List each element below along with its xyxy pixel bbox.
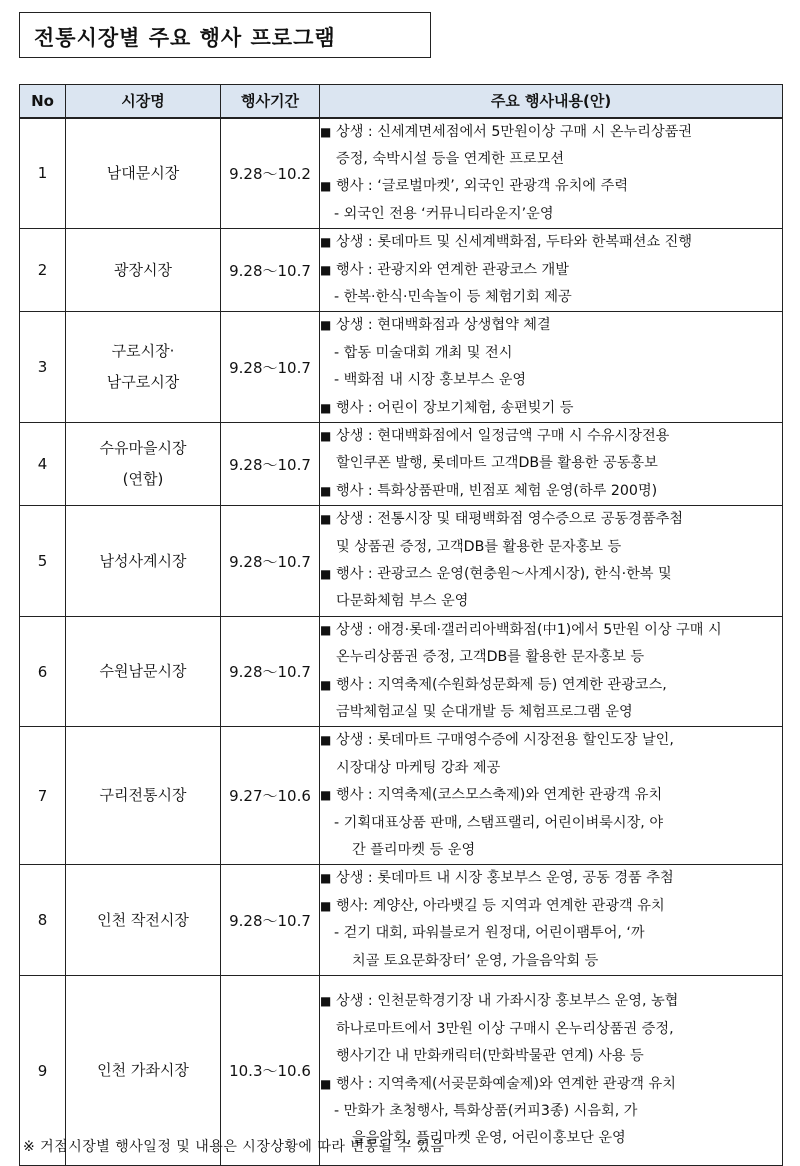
footnote: ※ 거점시장별 행사일정 및 내용은 시장상황에 따라 변동될 수 있음 [23, 1139, 445, 1155]
table-row [20, 865, 783, 976]
table-row [20, 312, 783, 423]
bullet-item: ■ 행사: 계양산, 아라뱃길 등 지역과 연계한 관광객 유치 [320, 893, 782, 920]
bullet-item: ■ 상생 : 전통시장 및 태평백화점 영수증으로 공동경품추첨 [320, 506, 782, 533]
sub-item: - 걷기 대회, 파워블로거 원정대, 어린이팸투어, ‘까 [320, 920, 782, 947]
continuation-line: 시장대상 마케팅 강좌 제공 [336, 759, 501, 776]
row-number: 7 [20, 727, 66, 865]
market-name-line: (연합) [122, 470, 164, 489]
continuation-line: 다문화체험 부스 운영 [336, 593, 469, 610]
continuation-line: 을음악회, 플리마켓 운영, 어린이홍보단 운영 [352, 1130, 626, 1147]
bullet-item: ■ 행사 : 관광코스 운영(현충원～사계시장), 한식·한복 및 [320, 561, 782, 588]
sub-item: - 기획대표상품 판매, 스탬프랠리, 어린이벼룩시장, 야 [320, 810, 782, 837]
table-row [20, 422, 783, 505]
table-row [20, 616, 783, 727]
continuation-line: 간 플리마켓 등 운영 [352, 842, 476, 859]
continuation-line: 온누리상품권 증정, 고객DB를 활용한 문자홍보 등 [336, 649, 645, 666]
market-name [66, 865, 221, 976]
market-name-line: 인천 가좌시장 [97, 1061, 189, 1080]
header-market: 시장명 [66, 85, 221, 118]
bullet-item: ■ 행사 : 특화상품판매, 빈점포 체험 운영(하루 200명) [320, 478, 782, 505]
market-name-line: 수원남문시장 [99, 662, 187, 681]
event-content [320, 422, 783, 505]
event-content [320, 506, 783, 617]
header-period: 행사기간 [221, 85, 320, 118]
page-title: 전통시장별 주요 행사 프로그램 [34, 26, 336, 50]
table-row [20, 229, 783, 312]
header-no: No [20, 85, 66, 118]
bullet-item: ■ 상생 : 현대백화점에서 일정금액 구매 시 수유시장전용 [320, 423, 782, 450]
sub-item: - 만화가 초청행사, 특화상품(커피3종) 시음회, 가 [320, 1098, 782, 1125]
row-number: 6 [20, 616, 66, 727]
sub-item: - 합동 미술대회 개최 및 전시 [320, 340, 782, 367]
event-period: 9.28～10.7 [221, 865, 320, 976]
sub-item: - 백화점 내 시장 홍보부스 운영 [320, 367, 782, 394]
bullet-item: ■ 상생 : 롯데마트 구매영수증에 시장전용 할인도장 날인, [320, 727, 782, 754]
row-number: 5 [20, 506, 66, 617]
market-name-line: 인천 작전시장 [97, 910, 189, 929]
bullet-item: ■ 상생 : 현대백화점과 상생협약 체결 [320, 312, 782, 339]
sub-item: - 외국인 전용 ‘커뮤니티라운지’운영 [320, 201, 782, 228]
event-period: 9.28～10.7 [221, 229, 320, 312]
bullet-item: ■ 상생 : 신세계면세점에서 5만원이상 구매 시 온누리상품권 [320, 119, 782, 146]
market-name-line: 남대문시장 [106, 163, 180, 182]
event-period: 9.28～10.7 [221, 422, 320, 505]
sub-item: - 한복·한식·민속놀이 등 체험기회 제공 [320, 284, 782, 311]
event-period: 9.28～10.2 [221, 118, 320, 229]
continuation-line: 치골 토요문화장터’ 운영, 가을음악회 등 [352, 952, 599, 969]
market-name [66, 118, 221, 229]
bullet-item: ■ 행사 : 지역축제(코스모스축제)와 연계한 관광객 유치 [320, 782, 782, 809]
event-period: 10.3～10.6 [221, 976, 320, 1166]
market-name-line: 남구로시장 [106, 373, 180, 392]
market-name [66, 312, 221, 423]
table-row [20, 506, 783, 617]
bullet-item: ■ 상생 : 인천문학경기장 내 가좌시장 홍보부스 운영, 농협 [320, 988, 782, 1015]
row-number: 3 [20, 312, 66, 423]
bullet-item: ■ 행사 : 관광지와 연계한 관광코스 개발 [320, 257, 782, 284]
event-period: 9.28～10.7 [221, 616, 320, 727]
row-number: 8 [20, 865, 66, 976]
continuation-line: 금박체험교실 및 순대개발 등 체험프로그램 운영 [336, 704, 633, 721]
continuation-line: 할인쿠폰 발행, 롯데마트 고객DB를 활용한 공동홍보 [336, 455, 658, 472]
events-table [19, 84, 783, 1166]
bullet-item: ■ 행사 : 어린이 장보기체험, 송편빚기 등 [320, 395, 782, 422]
continuation-line: 하나로마트에서 3만원 이상 구매시 온누리상품권 증정, [336, 1020, 674, 1037]
continuation-line: 및 상품권 증정, 고객DB를 활용한 문자홍보 등 [336, 538, 622, 555]
market-name-line: 수유마을시장 [99, 439, 187, 458]
market-name [66, 506, 221, 617]
market-name [66, 422, 221, 505]
header-row [20, 85, 783, 118]
event-content [320, 616, 783, 727]
row-number: 4 [20, 422, 66, 505]
market-name-line: 구로시장· [111, 342, 175, 361]
title-box [19, 12, 431, 58]
market-name-line: 남성사계시장 [99, 551, 187, 570]
continuation-line: 행사기간 내 만화캐릭터(만화박물관 연계) 사용 등 [336, 1048, 644, 1065]
continuation-line: 증정, 숙박시설 등을 연계한 프로모션 [336, 150, 565, 167]
table-body [20, 118, 783, 1166]
event-content [320, 865, 783, 976]
event-content [320, 312, 783, 423]
market-name [66, 616, 221, 727]
event-content [320, 229, 783, 312]
table-row [20, 118, 783, 229]
market-name [66, 229, 221, 312]
row-number: 2 [20, 229, 66, 312]
row-number: 9 [20, 976, 66, 1166]
market-name [66, 727, 221, 865]
event-period: 9.27～10.6 [221, 727, 320, 865]
event-content [320, 727, 783, 865]
table-row [20, 727, 783, 865]
market-name-line: 구리전통시장 [99, 786, 187, 805]
bullet-item: ■ 상생 : 롯데마트 및 신세계백화점, 두타와 한복패션쇼 진행 [320, 229, 782, 256]
event-content [320, 118, 783, 229]
market-name-line: 광장시장 [114, 260, 172, 279]
bullet-item: ■ 상생 : 애경·롯데·갤러리아백화점(中1)에서 5만원 이상 구매 시 [320, 617, 782, 644]
row-number: 1 [20, 118, 66, 229]
event-period: 9.28～10.7 [221, 312, 320, 423]
bullet-item: ■ 행사 : ‘글로벌마켓’, 외국인 관광객 유치에 주력 [320, 173, 782, 200]
header-content: 주요 행사내용(안) [320, 85, 783, 118]
event-period: 9.28～10.7 [221, 506, 320, 617]
bullet-item: ■ 상생 : 롯데마트 내 시장 홍보부스 운영, 공동 경품 추첨 [320, 865, 782, 892]
bullet-item: ■ 행사 : 지역축제(수원화성문화제 등) 연계한 관광코스, [320, 672, 782, 699]
bullet-item: ■ 행사 : 지역축제(서곶문화예술제)와 연계한 관광객 유치 [320, 1071, 782, 1098]
